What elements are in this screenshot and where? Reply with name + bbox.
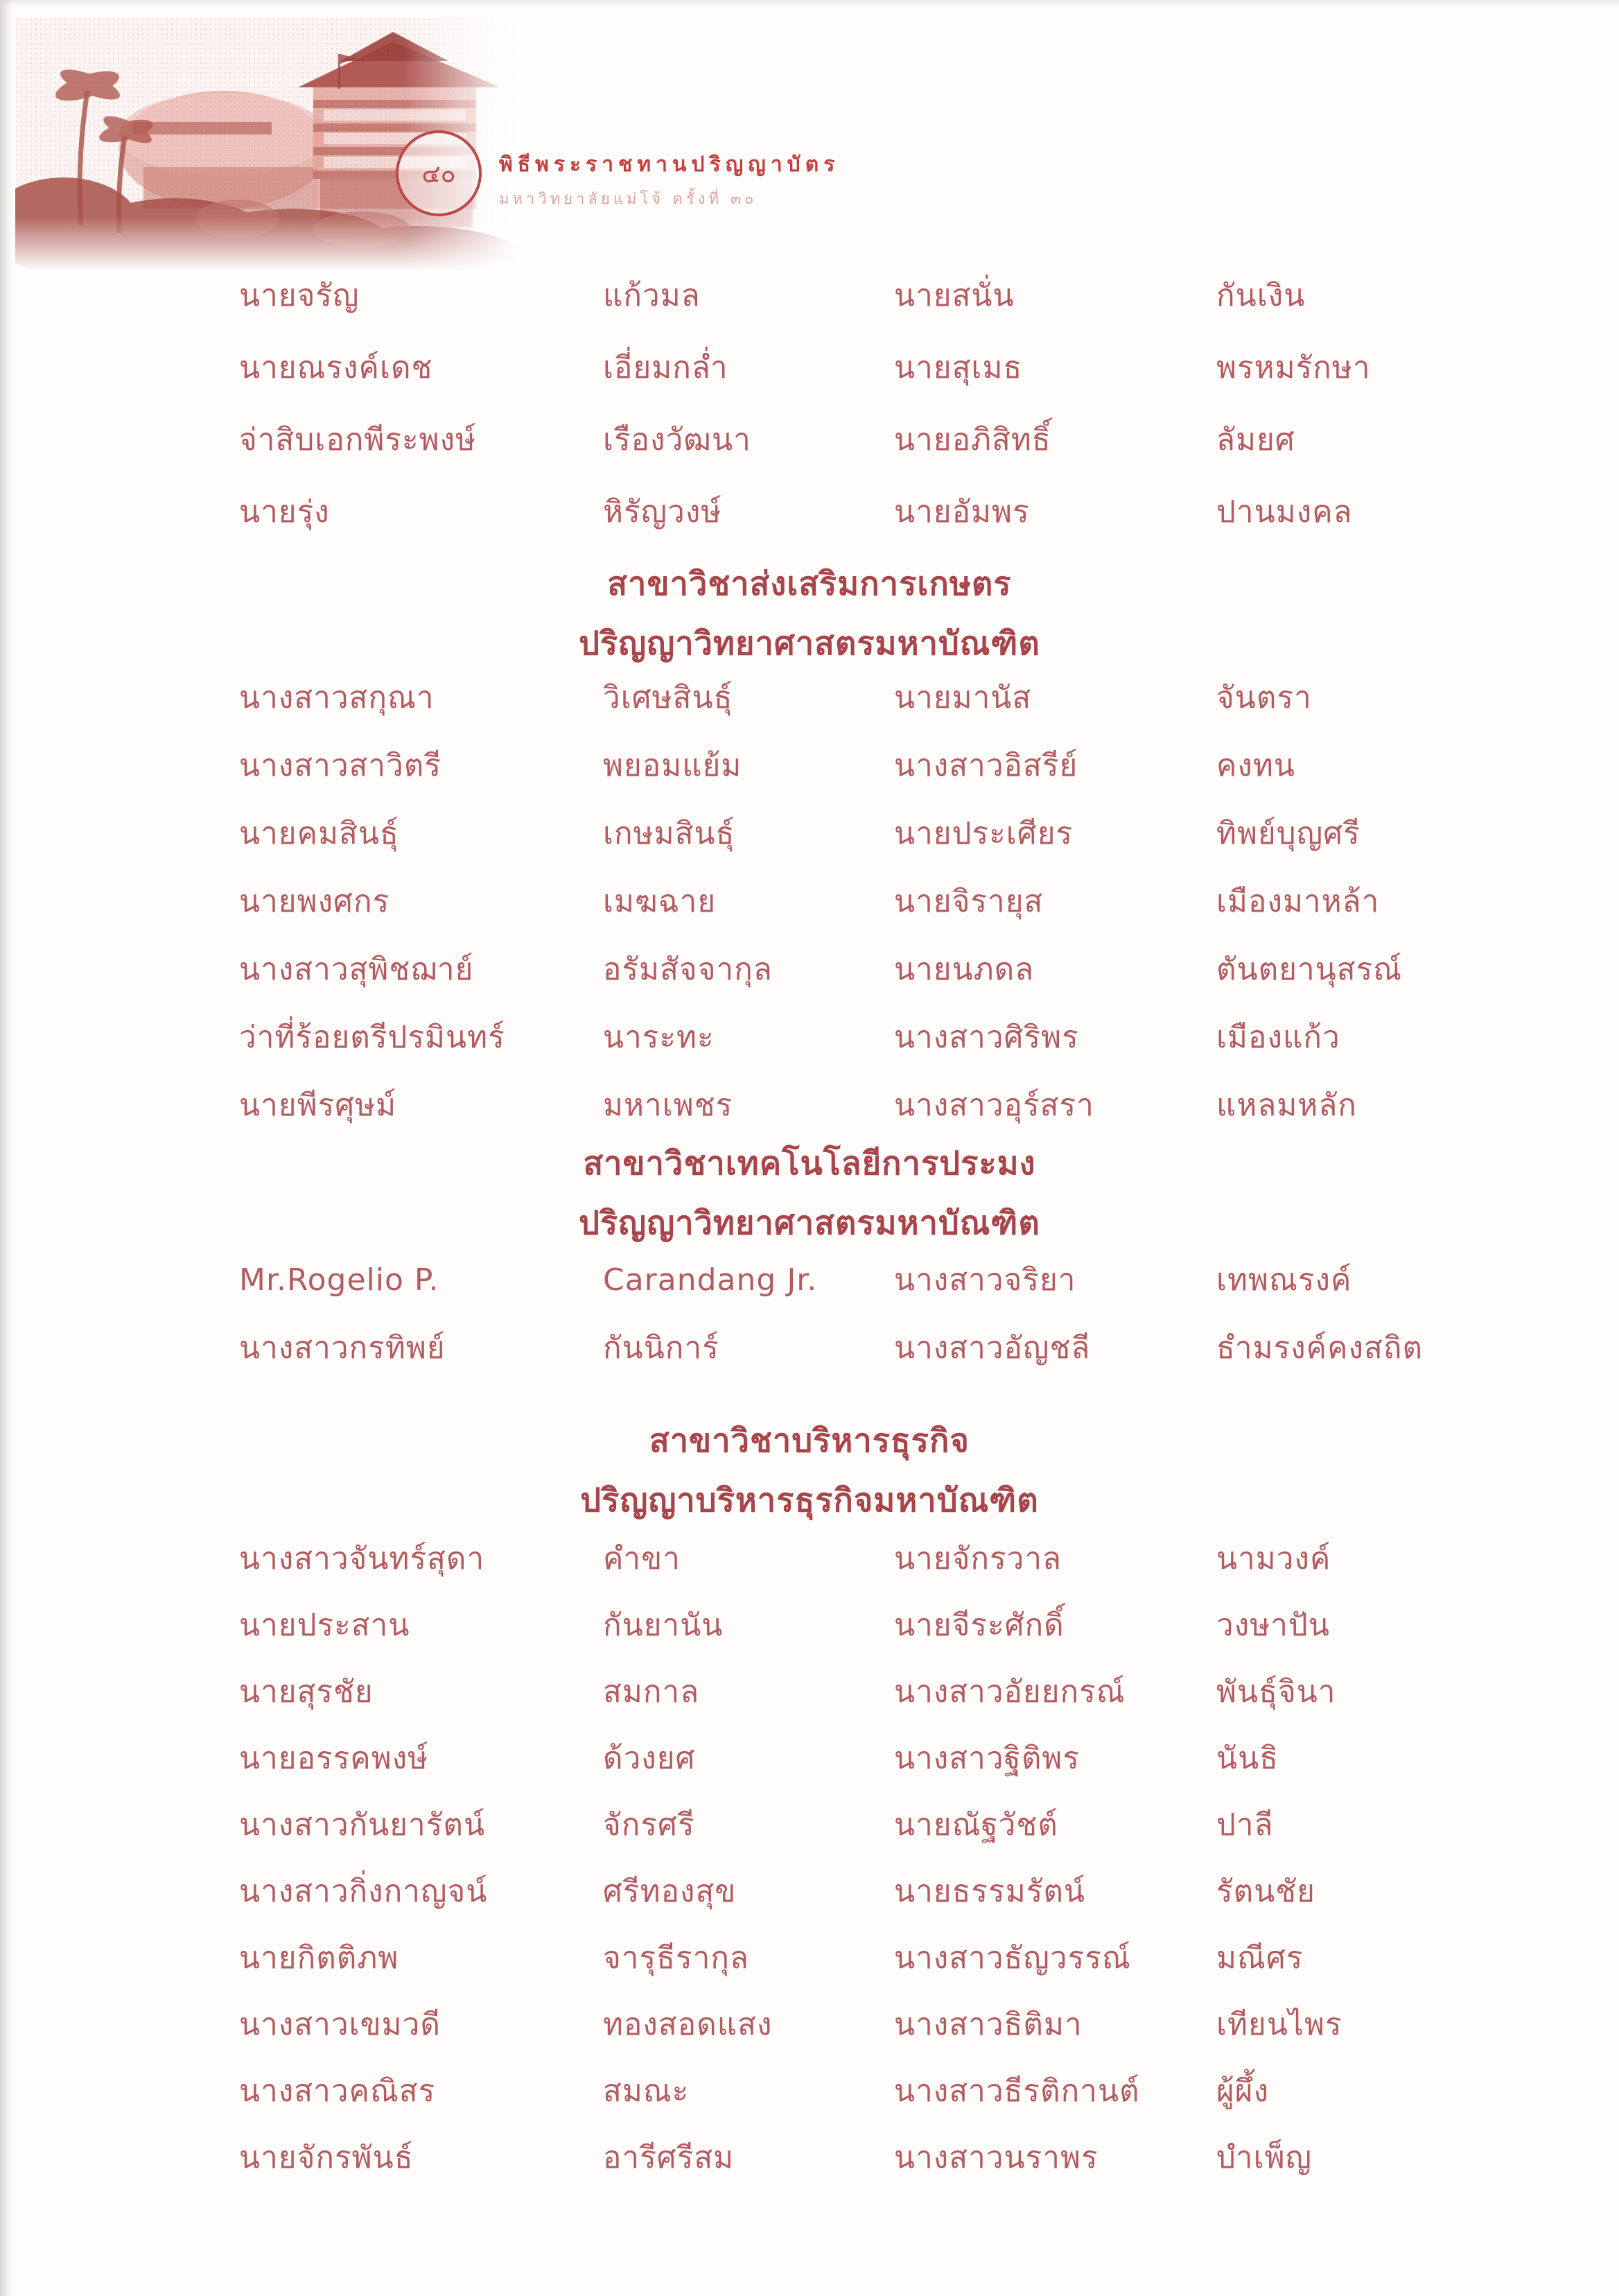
- graduate-row: [239, 882, 1522, 950]
- given-name-cell: นางสาวอัยยกรณ์: [894, 1674, 1126, 1710]
- graduate-row: [239, 2071, 1522, 2138]
- graduate-row: [239, 746, 1522, 814]
- given-name-cell: ว่าที่ร้อยตรีปรมินทร์: [239, 1020, 505, 1055]
- section-header: [0, 1411, 1619, 1531]
- name-rows: [239, 1260, 1522, 1396]
- surname-cell: ทองสอดแสง: [603, 2007, 773, 2042]
- graduate-row: [239, 950, 1522, 1018]
- graduate-row: [239, 348, 1522, 420]
- given-name-cell: นายประสาน: [239, 1608, 410, 1643]
- given-name-cell: นายพีรศุษม์: [239, 1088, 397, 1123]
- surname-cell: บำเพ็ญ: [1216, 2140, 1313, 2175]
- program-name: สาขาวิชาบริหารธุรกิจ: [649, 1422, 970, 1460]
- page-number: ๔๐: [421, 159, 456, 189]
- name-rows: [239, 1539, 1522, 2204]
- given-name-cell: นายกิตติภพ: [239, 1940, 399, 1976]
- given-name-cell: นายคมสินธุ์: [239, 816, 399, 851]
- given-name-cell: นางสาวกรทิพย์: [239, 1330, 446, 1366]
- surname-cell: วิเศษสินธุ์: [603, 680, 733, 715]
- degree-section: [239, 1134, 1522, 1396]
- given-name-cell: นายณรงค์เดช: [239, 350, 433, 385]
- graduate-row: [239, 1938, 1522, 2005]
- surname-cell: มหาเพชร: [603, 1088, 733, 1123]
- given-name-cell: นางสาวธิติมา: [894, 2007, 1083, 2042]
- surname-cell: เมืองแก้ว: [1216, 1020, 1340, 1055]
- surname-cell: สมณะ: [603, 2073, 690, 2109]
- given-name-cell: นายณัฐวัชต์: [894, 1807, 1058, 1843]
- surname-cell: ธำมรงค์คงสถิต: [1216, 1330, 1424, 1366]
- surname-cell: อรัมสัจจากุล: [603, 952, 773, 987]
- surname-cell: ศรีทองสุข: [603, 1874, 737, 1909]
- given-name-cell: นางสาวคณิสร: [239, 2073, 436, 2109]
- surname-cell: กันนิการ์: [603, 1330, 719, 1366]
- surname-cell: นามวงค์: [1216, 1541, 1331, 1576]
- given-name-cell: นายจรัญ: [239, 278, 360, 313]
- given-name-cell: นายจักรวาล: [894, 1541, 1062, 1576]
- given-name-cell: นางสาวสาวิตรี: [239, 748, 442, 783]
- graduate-row: [239, 1260, 1522, 1328]
- given-name-cell: นายนภดล: [894, 952, 1035, 987]
- given-name-cell: นางสาวเขมวดี: [239, 2007, 441, 2042]
- graduate-row: [239, 1606, 1522, 1672]
- given-name-cell: นายสนั่น: [894, 278, 1015, 313]
- surname-cell: พันธุ์จินา: [1216, 1674, 1336, 1710]
- given-name-cell: นางสาวกิ่งกาญจน์: [239, 1874, 488, 1909]
- masthead: [499, 148, 839, 211]
- given-name-cell: นายจีระศักดิ์: [894, 1608, 1065, 1643]
- surname-cell: จันตรา: [1216, 680, 1312, 715]
- surname-cell: เทียนไพร: [1216, 2007, 1342, 2042]
- name-rows: [239, 276, 1522, 564]
- given-name-cell: นายพงศกร: [239, 884, 390, 919]
- surname-cell: เมืองมาหล้า: [1216, 884, 1380, 919]
- surname-cell: ตันตยานุสรณ์: [1216, 952, 1403, 987]
- given-name-cell: นายมานัส: [894, 680, 1032, 715]
- degree-name: ปริญญาบริหารธุรกิจมหาบัณฑิต: [580, 1481, 1039, 1520]
- surname-cell: จักรศรี: [603, 1807, 695, 1843]
- surname-cell: เอี่ยมกล่ำ: [603, 350, 728, 385]
- surname-cell: หิรัญวงษ์: [603, 494, 722, 530]
- surname-cell: สมกาล: [603, 1674, 700, 1710]
- graduate-row: [239, 2005, 1522, 2071]
- graduate-row: [239, 678, 1522, 746]
- graduate-row: [239, 1328, 1522, 1396]
- given-name-cell: นางสาวอุร์สรา: [894, 1088, 1094, 1123]
- surname-cell: แก้วมล: [603, 278, 701, 313]
- surname-cell: วงษาปัน: [1216, 1608, 1330, 1643]
- given-name-cell: นายประเศียร: [894, 816, 1074, 851]
- surname-cell: ทิพย์บุญศรี: [1216, 816, 1360, 851]
- surname-cell: นันธิ: [1216, 1741, 1279, 1776]
- given-name-cell: นายอัมพร: [894, 494, 1030, 530]
- graduate-row: [239, 1018, 1522, 1086]
- surname-cell: รัตนชัย: [1216, 1874, 1315, 1909]
- given-name-cell: นายจิรายุส: [894, 884, 1044, 919]
- surname-cell: ผู้ผึ้ง: [1216, 2073, 1270, 2109]
- surname-cell: เมฆฉาย: [603, 884, 717, 919]
- surname-cell: เรืองวัฒนา: [603, 422, 751, 458]
- given-name-cell: นางสาวธัญวรรณ์: [894, 1940, 1131, 1976]
- surname-cell: จารุธีรากุล: [603, 1940, 749, 1976]
- program-name: สาขาวิชาเทคโนโลยีการประมง: [583, 1145, 1036, 1183]
- given-name-cell: นางสาวฐิติพร: [894, 1741, 1080, 1776]
- surname-cell: ปานมงคล: [1216, 494, 1353, 530]
- given-name-cell: นายธรรมรัตน์: [894, 1874, 1085, 1909]
- given-name-cell: นางสาวสกุณา: [239, 680, 435, 715]
- graduate-row: [239, 1739, 1522, 1805]
- degree-name: ปริญญาวิทยาศาสตรมหาบัณฑิต: [579, 625, 1040, 663]
- given-name-cell: นายสุเมธ: [894, 350, 1023, 385]
- given-name-cell: นางสาวอิสรีย์: [894, 748, 1078, 783]
- given-name-cell: นางสาวนราพร: [894, 2140, 1099, 2175]
- surname-cell: เทพณรงค์: [1216, 1262, 1352, 1298]
- surname-cell: มณีศร: [1216, 1940, 1304, 1976]
- given-name-cell: นายจักรพันธ์: [239, 2140, 414, 2175]
- given-name-cell: นางสาวจริยา: [894, 1262, 1076, 1298]
- graduate-row: [239, 492, 1522, 564]
- surname-cell: นาระทะ: [603, 1020, 715, 1055]
- given-name-cell: Mr.Rogelio P.: [239, 1262, 439, 1298]
- surname-cell: กันยานัน: [603, 1608, 724, 1643]
- given-name-cell: นายสุรชัย: [239, 1674, 374, 1710]
- surname-cell: เกษมสินธุ์: [603, 816, 735, 851]
- degree-section: [239, 276, 1522, 564]
- degree-section: [239, 555, 1522, 1154]
- given-name-cell: นางสาวธีรติกานต์: [894, 2073, 1140, 2109]
- surname-cell: ปาลี: [1216, 1807, 1274, 1843]
- surname-cell: แหลมหลัก: [1216, 1088, 1357, 1123]
- section-header: [0, 555, 1619, 674]
- sections: [0, 276, 1619, 2204]
- surname-cell: Carandang Jr.: [603, 1262, 818, 1298]
- given-name-cell: นางสาวศิริพร: [894, 1020, 1079, 1055]
- graduate-row: [239, 1539, 1522, 1606]
- given-name-cell: นายอภิสิทธิ์: [894, 422, 1051, 458]
- surname-cell: กันเงิน: [1216, 278, 1306, 313]
- section-header: [0, 1134, 1619, 1253]
- given-name-cell: นางสาวสุพิชฌาย์: [239, 952, 474, 987]
- given-name-cell: นางสาวจันทร์สุดา: [239, 1541, 485, 1576]
- surname-cell: คำขา: [603, 1541, 681, 1576]
- page-number-badge: [396, 130, 482, 216]
- ceremony-title: พิธีพระราชทานปริญญาบัตร: [499, 153, 840, 177]
- surname-cell: ลัมยศ: [1216, 422, 1295, 458]
- name-rows: [239, 678, 1522, 1154]
- graduate-row: [239, 1872, 1522, 1938]
- given-name-cell: นายอรรคพงษ์: [239, 1741, 429, 1776]
- given-name-cell: นางสาวอัญชลี: [894, 1330, 1091, 1366]
- program-name: สาขาวิชาส่งเสริมการเกษตร: [607, 565, 1012, 603]
- graduate-row: [239, 1672, 1522, 1739]
- given-name-cell: จ่าสิบเอกพีระพงษ์: [239, 422, 477, 458]
- surname-cell: อารีศรีสม: [603, 2140, 735, 2175]
- degree-name: ปริญญาวิทยาศาสตรมหาบัณฑิต: [579, 1204, 1040, 1242]
- graduate-row: [239, 420, 1522, 492]
- surname-cell: คงทน: [1216, 748, 1295, 783]
- given-name-cell: นายรุ่ง: [239, 494, 330, 530]
- degree-section: [239, 1411, 1522, 2204]
- surname-cell: พรหมรักษา: [1216, 350, 1371, 385]
- graduate-row: [239, 1805, 1522, 1872]
- graduate-row: [239, 2138, 1522, 2204]
- graduate-row: [239, 276, 1522, 348]
- ceremony-subtitle: มหาวิทยาลัยแม่โจ้ ครั้งที่ ๓๐: [499, 191, 758, 208]
- given-name-cell: นางสาวกันยารัตน์: [239, 1807, 486, 1843]
- surname-cell: ด้วงยศ: [603, 1741, 696, 1776]
- graduate-row: [239, 814, 1522, 882]
- surname-cell: พยอมแย้ม: [603, 748, 742, 783]
